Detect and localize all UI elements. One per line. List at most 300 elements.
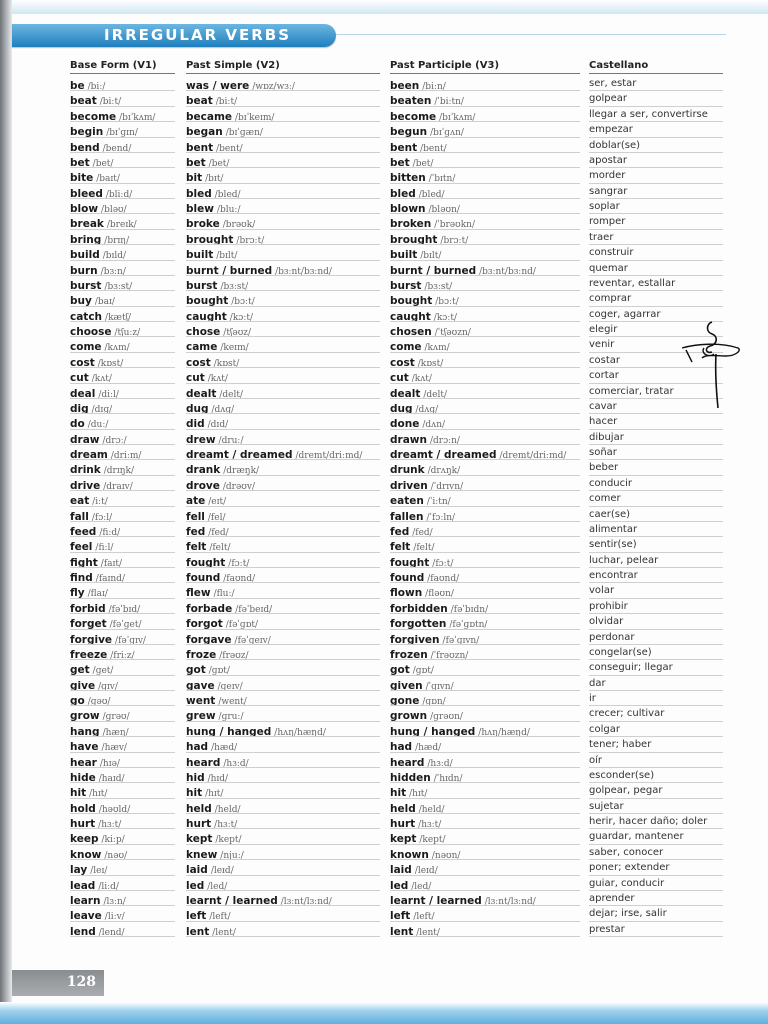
past-simple-cell [186,337,380,352]
table-row [0,691,768,706]
past-simple-word: hid [186,771,205,784]
past-participle-phonetic: /held/ [418,804,445,814]
header-castellano: Castellano [589,60,649,71]
translation-cell: quemar [589,261,723,276]
base-form-cell [70,368,175,383]
base-form-word: drive [70,479,101,492]
past-participle-cell [390,768,580,783]
translation-cell: cortar [589,368,723,383]
past-simple-cell [186,891,380,906]
past-participle-cell [390,691,580,706]
past-participle-word: brought [390,233,438,246]
base-form-cell [70,676,175,691]
past-participle-cell [390,706,580,721]
table-row [0,876,768,891]
past-participle-phonetic: /kʌt/ [411,374,432,384]
base-form-cell [70,583,175,598]
past-simple-word: drew [186,433,216,445]
past-simple-cell [186,614,380,629]
past-participle-phonetic: /ˈbɪtn/ [428,174,456,184]
past-participle-phonetic: /fəˈɡɒtn/ [449,620,488,630]
past-participle-phonetic: /ˈtʃəʊzn/ [434,328,471,338]
base-form-word: break [70,218,104,230]
page-number-tab [12,970,104,996]
base-form-word: bleed [70,187,103,199]
past-simple-cell [186,245,380,260]
translation-cell: conducir [589,476,723,491]
base-form-word: do [70,418,85,430]
past-simple-word: fell [186,510,205,522]
past-participle-cell [390,737,580,752]
past-simple-phonetic: /kɔːt/ [229,312,254,322]
past-simple-word: forgave [186,633,232,645]
base-form-cell [70,906,175,921]
past-participle-word: kept [390,833,417,845]
past-participle-phonetic: /ˈɡɪvn/ [425,681,454,691]
past-participle-phonetic: /kɒst/ [417,358,444,369]
past-simple-phonetic: /dɪd/ [207,420,229,430]
translation-cell: construir [589,245,723,260]
table-row [0,414,768,429]
past-simple-phonetic: /dremt/driːmd/ [295,451,363,461]
past-simple-phonetic: /delt/ [219,389,243,399]
base-form-phonetic: /biːt/ [99,97,122,107]
header-rule [70,73,175,74]
past-participle-cell [390,599,580,614]
past-participle-word: come [390,341,422,353]
base-form-phonetic: /hæv/ [101,743,127,753]
base-form-cell [70,291,175,306]
past-simple-phonetic: /ɡeɪv/ [217,681,243,691]
translation-cell: romper [589,214,723,229]
past-participle-word: fallen [390,510,424,522]
base-form-phonetic: /kʌt/ [91,374,112,384]
translation-cell: olvidar [589,614,723,629]
handwritten-signature [676,318,746,410]
base-form-phonetic: /bɜːn/ [100,266,126,276]
past-simple-phonetic: /bɪlt/ [216,251,238,261]
past-simple-word: felt [186,541,207,553]
base-form-word: fly [70,587,85,599]
past-participle-word: given [390,679,423,691]
past-simple-phonetic: /left/ [209,912,231,922]
past-participle-word: got [390,664,410,676]
table-row [0,706,768,721]
past-participle-cell [390,337,580,352]
base-form-word: find [70,572,93,584]
translation-cell: soplar [589,199,723,214]
past-participle-word: frozen [390,648,428,661]
base-form-cell [70,737,175,752]
past-simple-word: fed [186,525,206,538]
past-simple-word: brought [186,233,234,246]
base-form-phonetic: /friːz/ [110,650,135,661]
base-form-phonetic: /kætʃ/ [105,312,132,322]
base-form-word: hold [70,802,96,814]
translation-cell: soñar [589,445,723,460]
past-simple-cell [186,722,380,737]
translation-cell: encontrar [589,568,723,583]
table-row [0,307,768,322]
translation-cell: hacer [589,414,723,429]
past-simple-cell [186,460,380,475]
past-participle-cell [390,860,580,875]
base-form-cell [70,322,175,337]
past-participle-phonetic: /ˈbrəʊkn/ [434,220,475,230]
table-row [0,537,768,552]
base-form-phonetic: /faɪnd/ [95,574,125,584]
base-form-phonetic: /dɪɡ/ [91,404,113,415]
table-row [0,384,768,399]
past-simple-cell [186,122,380,137]
base-form-cell [70,307,175,322]
base-form-cell [70,691,175,706]
past-simple-cell [186,138,380,153]
past-simple-word: gave [186,679,215,691]
translation-cell: sujetar [589,799,723,814]
past-participle-phonetic: /leɪd/ [414,866,438,876]
base-form-phonetic: /draɪv/ [103,481,133,492]
past-simple-phonetic: /ɡɒt/ [208,666,230,676]
table-row [0,153,768,168]
past-simple-cell [186,737,380,752]
base-form-word: hide [70,771,96,784]
table-row [0,291,768,306]
past-simple-cell [186,583,380,598]
base-form-phonetic: /liːv/ [104,912,125,922]
past-participle-word: driven [390,479,428,492]
past-simple-word: got [186,664,206,676]
past-simple-cell [186,783,380,798]
translation-cell: comprar [589,291,723,306]
past-participle-cell [390,230,580,245]
past-participle-word: burst [390,279,422,292]
translation-cell: golpear, pegar [589,783,723,798]
past-participle-phonetic: /ɡɒt/ [412,666,434,676]
base-form-cell [70,599,175,614]
base-form-word: bring [70,233,102,246]
base-form-cell [70,645,175,660]
base-form-word: dig [70,402,89,415]
table-row [0,860,768,875]
past-participle-cell [390,583,580,598]
past-simple-word: hit [186,787,203,799]
past-participle-phonetic: /bɪˈɡʌn/ [430,128,464,138]
past-participle-phonetic: /kept/ [419,835,446,845]
table-row [0,168,768,183]
title-rule [336,34,726,35]
past-simple-word: dug [186,402,209,415]
base-form-cell [70,922,175,937]
past-simple-cell [186,922,380,937]
table-row [0,676,768,691]
past-participle-cell [390,660,580,675]
base-form-phonetic: /fəˈɡet/ [109,620,142,630]
translation-cell: sangrar [589,184,723,199]
past-simple-word: lent [186,925,210,937]
past-simple-phonetic: /bɜːnt/bɜːnd/ [275,266,332,276]
base-form-phonetic: /driːm/ [110,451,142,461]
translation-cell: costar [589,353,723,368]
table-row [0,583,768,598]
base-form-cell [70,353,175,368]
past-simple-word: forbade [186,602,233,615]
page-number: 128 [66,974,96,990]
past-simple-phonetic: /kept/ [215,835,242,845]
past-simple-phonetic: /bɔːt/ [231,297,255,307]
table-row [0,199,768,214]
translation-cell: oír [589,753,723,768]
past-participle-word: laid [390,864,412,876]
past-simple-word: caught [186,310,227,322]
past-participle-phonetic: /kɔːt/ [433,312,458,322]
past-simple-phonetic: /leɪd/ [210,866,234,876]
base-form-phonetic: /hɜːt/ [98,820,122,830]
past-simple-phonetic: /frəʊz/ [219,650,249,661]
past-participle-phonetic: /dʌn/ [422,420,446,430]
base-form-word: hang [70,725,100,738]
past-participle-phonetic: /dremt/driːmd/ [499,451,567,461]
table-row [0,138,768,153]
base-form-word: hear [70,756,97,768]
base-form-word: grow [70,710,100,722]
past-participle-cell [390,876,580,891]
base-form-phonetic: /fiːd/ [99,527,121,538]
base-form-cell [70,245,175,260]
past-participle-word: drunk [390,464,425,476]
table-row [0,491,768,506]
past-participle-phonetic: /left/ [413,912,435,922]
base-form-word: begin [70,126,104,138]
past-participle-cell [390,384,580,399]
past-simple-word: burnt / burned [186,264,273,276]
past-participle-cell [390,414,580,429]
past-simple-word: became [186,110,233,123]
base-form-cell [70,91,175,106]
table-row [0,799,768,814]
past-participle-cell [390,783,580,798]
base-form-word: come [70,341,102,353]
table-row [0,599,768,614]
past-participle-word: led [390,879,409,891]
base-form-phonetic: /leɪ/ [90,866,108,876]
past-simple-phonetic: /bɜːst/ [220,281,249,292]
base-form-word: bite [70,172,94,184]
past-simple-cell [186,214,380,229]
past-participle-phonetic: /drʌŋk/ [427,466,461,476]
past-participle-phonetic: /felt/ [413,543,435,553]
past-simple-word: laid [186,864,208,876]
past-participle-cell [390,491,580,506]
base-form-cell [70,753,175,768]
translation-cell: beber [589,460,723,475]
past-participle-word: chosen [390,326,432,338]
table-row [0,660,768,675]
table-row [0,737,768,752]
past-participle-word: hung / hanged [390,725,476,738]
past-simple-word: cut [186,372,205,384]
past-participle-phonetic: /bɪˈkʌm/ [439,112,476,123]
base-form-word: become [70,110,117,123]
base-form-word: dream [70,449,108,461]
past-simple-phonetic: /hɜːt/ [214,820,238,830]
base-form-cell [70,722,175,737]
table-row [0,353,768,368]
base-form-cell [70,261,175,276]
base-form-phonetic: /faɪt/ [100,558,123,568]
past-participle-cell [390,399,580,414]
translation-cell: esconder(se) [589,768,723,783]
past-simple-word: knew [186,848,218,861]
base-form-word: bend [70,141,100,153]
past-simple-word: bet [186,156,206,169]
past-participle-word: broken [390,218,432,230]
past-participle-word: dreamt / dreamed [390,449,497,461]
table-row [0,753,768,768]
table-row [0,368,768,383]
translation-cell: ir [589,691,723,706]
translation-cell: dejar; irse, salir [589,906,723,921]
base-form-cell [70,76,175,91]
base-form-phonetic: /həʊld/ [98,804,131,814]
base-form-cell [70,860,175,875]
base-form-word: give [70,679,96,691]
base-form-cell [70,460,175,475]
translation-cell: cavar [589,399,723,414]
past-simple-word: learnt / learned [186,894,278,907]
past-simple-phonetic: /bɪˈɡæn/ [225,128,263,138]
past-participle-word: lent [390,925,414,937]
past-simple-cell [186,168,380,183]
past-participle-cell [390,614,580,629]
past-simple-word: bit [186,172,203,184]
translation-cell: aprender [589,891,723,906]
base-form-phonetic: /drɪŋk/ [103,466,135,476]
base-form-cell [70,184,175,199]
past-participle-phonetic: /bləʊn/ [428,205,460,215]
past-participle-cell [390,891,580,906]
past-simple-phonetic: /dʌɡ/ [211,404,235,415]
past-participle-word: bitten [390,172,426,184]
translation-cell: dar [589,676,723,691]
past-participle-phonetic: /ˈdrɪvn/ [430,481,464,492]
base-form-cell [70,476,175,491]
past-participle-cell [390,76,580,91]
base-form-phonetic: /breɪk/ [106,220,137,230]
past-simple-word: did [186,418,205,430]
past-participle-cell [390,322,580,337]
past-participle-phonetic: /brɔːt/ [440,235,469,246]
table-row [0,568,768,583]
past-participle-phonetic: /drɔːn/ [429,435,460,445]
past-participle-word: bought [390,295,433,307]
past-participle-word: hidden [390,771,431,784]
past-simple-word: forgot [186,618,223,630]
past-simple-phonetic: /felt/ [209,543,231,553]
base-form-word: have [70,741,99,753]
past-simple-phonetic: /bent/ [216,143,243,153]
base-form-phonetic: /fɔːl/ [91,512,113,522]
past-participle-word: blown [390,203,426,215]
base-form-phonetic: /bləʊ/ [101,205,127,215]
past-simple-phonetic: /hɪt/ [205,789,224,799]
past-simple-phonetic: /dræŋk/ [223,466,260,476]
past-simple-phonetic: /fəˈɡeɪv/ [234,635,271,645]
past-simple-phonetic: /went/ [218,697,247,707]
base-form-phonetic: /lɜːn/ [103,896,126,907]
past-simple-cell [186,876,380,891]
base-form-word: burst [70,279,102,292]
table-row [0,107,768,122]
past-participle-word: felt [390,541,411,553]
past-participle-word: cost [390,356,415,369]
past-participle-phonetic: /ˈfrəʊzn/ [430,650,469,661]
table-row [0,922,768,937]
table-row [0,445,768,460]
past-participle-cell [390,829,580,844]
base-form-word: burn [70,264,98,276]
past-simple-word: bent [186,141,214,153]
past-simple-word: bought [186,295,229,307]
past-participle-word: forbidden [390,602,448,615]
past-participle-word: learnt / learned [390,894,482,907]
base-form-phonetic: /baɪ/ [94,297,115,307]
translation-cell: poner; extender [589,860,723,875]
past-simple-phonetic: /fed/ [208,527,229,538]
table-row [0,768,768,783]
past-participle-phonetic: /bɜːnt/bɜːnd/ [479,266,536,276]
past-participle-cell [390,814,580,829]
base-form-word: feel [70,541,93,553]
base-form-word: lead [70,879,96,891]
past-simple-phonetic: /hʌŋ/hæŋd/ [274,727,326,738]
base-form-phonetic: /diːl/ [98,389,119,399]
past-simple-cell [186,261,380,276]
past-simple-word: went [186,695,216,707]
translation-cell: venir [589,337,723,352]
past-participle-word: bled [390,187,416,199]
past-participle-phonetic: /ˈbiːtn/ [434,97,464,107]
past-participle-word: begun [390,126,428,138]
base-form-cell [70,537,175,552]
base-form-cell [70,829,175,844]
base-form-word: blow [70,203,99,215]
translation-cell: comer [589,491,723,506]
translation-cell: prohibir [589,599,723,614]
base-form-phonetic: /bɪˈɡɪn/ [106,128,138,138]
past-simple-word: came [186,341,218,353]
translation-cell: reventar, estallar [589,276,723,291]
translation-cell: apostar [589,153,723,168]
base-form-cell [70,384,175,399]
past-simple-phonetic: /druː/ [218,435,244,445]
header-rule [186,73,380,74]
past-participle-cell [390,138,580,153]
base-form-cell [70,122,175,137]
past-participle-phonetic: /ɡɒn/ [422,697,446,707]
past-simple-cell [186,399,380,414]
past-simple-word: ate [186,495,206,507]
table-row [0,783,768,798]
past-participle-phonetic: /hɜːd/ [427,758,453,768]
past-participle-word: beaten [390,95,432,107]
past-participle-cell [390,676,580,691]
base-form-word: catch [70,310,103,322]
past-simple-word: was / were [186,80,250,92]
base-form-cell [70,491,175,506]
base-form-cell [70,168,175,183]
table-row [0,245,768,260]
